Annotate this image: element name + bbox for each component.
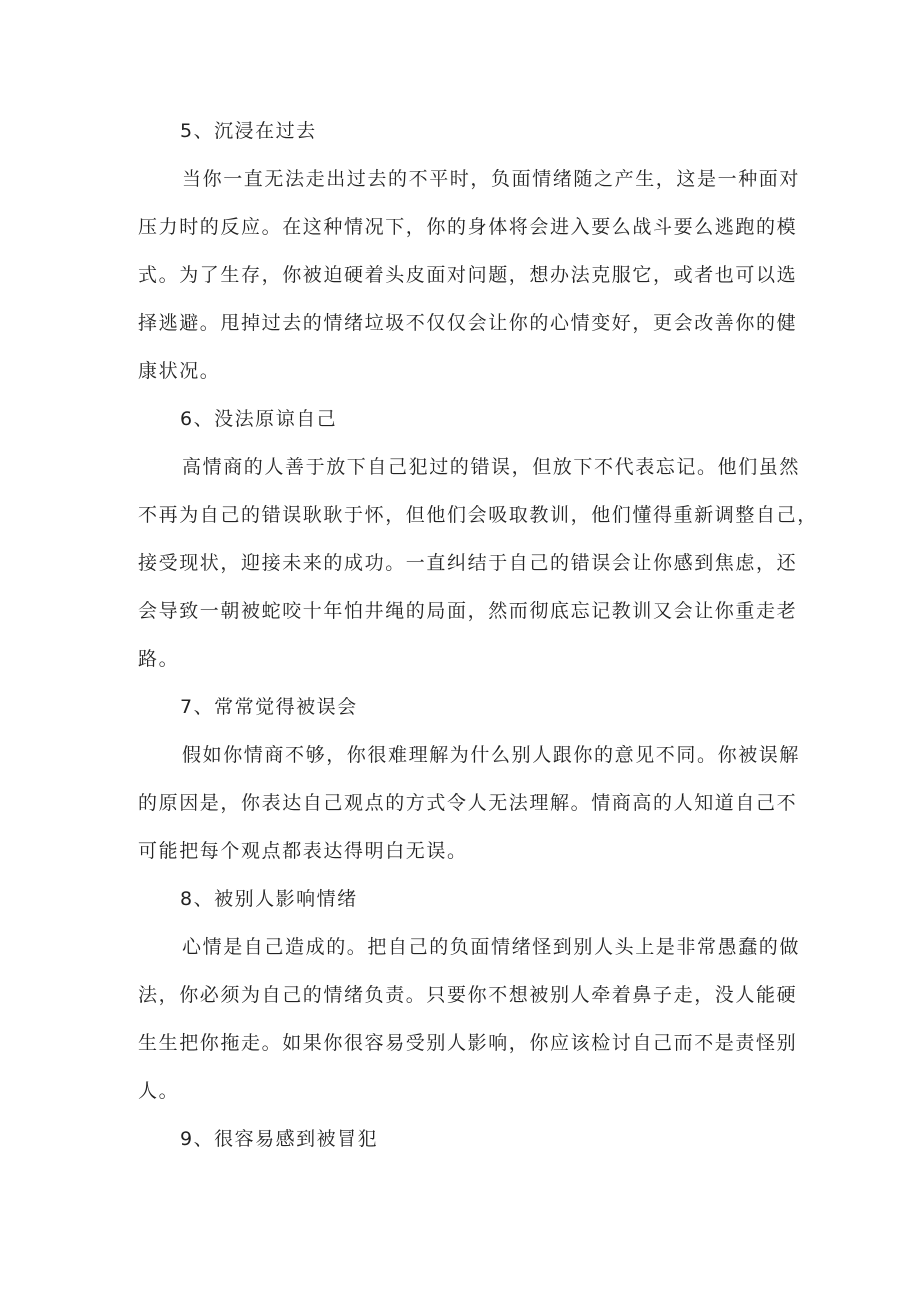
paragraph-line: 康状况。	[138, 360, 221, 382]
paragraph-line: 人。	[138, 1080, 180, 1102]
paragraph-line: 接受现状，迎接未来的成功。一直纠结于自己的错误会让你感到焦虑，还	[138, 552, 798, 574]
paragraph-line: 心情是自己造成的。把自己的负面情绪怪到别人头上是非常愚蠢的做	[182, 936, 801, 958]
paragraph-line: 当你一直无法走出过去的不平时，负面情绪随之产生，这是一种面对	[182, 168, 801, 190]
paragraph-line: 压力时的反应。在这种情况下，你的身体将会进入要么战斗要么逃跑的模	[138, 216, 798, 238]
paragraph-line: 法，你必须为自己的情绪负责。只要你不想被别人牵着鼻子走，没人能硬	[138, 984, 798, 1006]
section-heading: 8、被别人影响情绪	[180, 888, 358, 910]
paragraph-line: 假如你情商不够，你很难理解为什么别人跟你的意见不同。你被误解	[182, 744, 801, 766]
paragraph-line: 高情商的人善于放下自己犯过的错误，但放下不代表忘记。他们虽然	[182, 456, 801, 478]
section-heading: 7、常常觉得被误会	[180, 696, 358, 718]
section-heading: 6、没法原谅自己	[180, 408, 338, 430]
paragraph-line: 生生把你拖走。如果你很容易受别人影响，你应该检讨自己而不是责怪别	[138, 1032, 798, 1054]
paragraph-line: 路。	[138, 648, 180, 670]
paragraph-line: 会导致一朝被蛇咬十年怕井绳的局面，然而彻底忘记教训又会让你重走老	[138, 600, 798, 622]
section-heading: 9、很容易感到被冒犯	[180, 1128, 379, 1150]
section-heading: 5、沉浸在过去	[180, 120, 317, 142]
paragraph-line: 式。为了生存，你被迫硬着头皮面对问题，想办法克服它，或者也可以选	[138, 264, 798, 286]
paragraph-line: 的原因是，你表达自己观点的方式令人无法理解。情商高的人知道自己不	[138, 792, 798, 814]
paragraph-line: 可能把每个观点都表达得明白无误。	[138, 840, 468, 862]
paragraph-line: 择逃避。甩掉过去的情绪垃圾不仅仅会让你的心情变好，更会改善你的健	[138, 312, 798, 334]
paragraph-line: 不再为自己的错误耿耿于怀，但他们会吸取教训，他们懂得重新调整自己，	[138, 504, 818, 526]
